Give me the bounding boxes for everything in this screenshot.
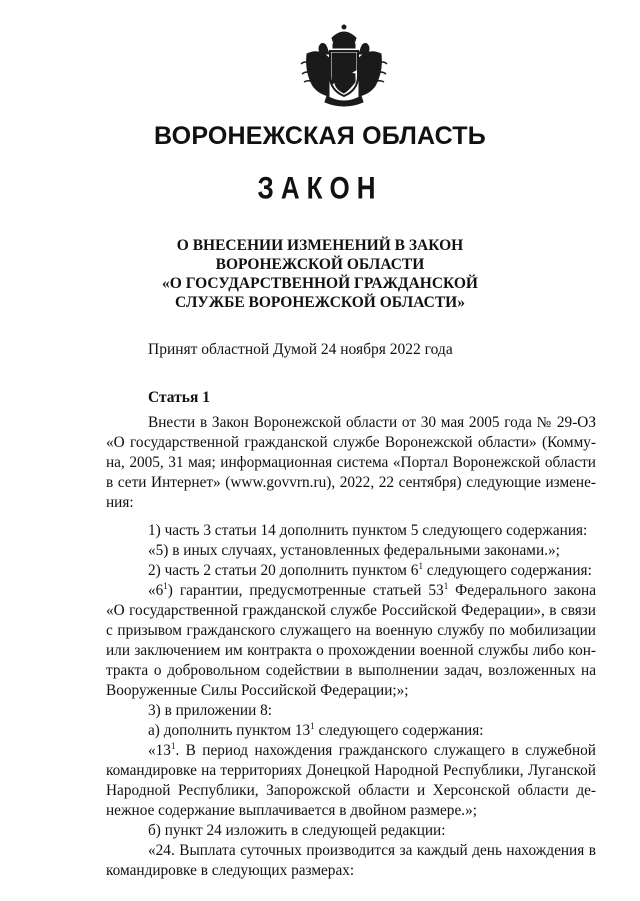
law-title bbox=[100, 236, 540, 312]
list-item: 1) часть 3 статьи 14 дополнить пунктом 5 следующего содержания: bbox=[148, 522, 588, 539]
law-title-line: ВОРОНЕЖСКОЙ ОБЛАСТИ bbox=[215, 256, 425, 273]
superscript: 1 bbox=[170, 741, 176, 751]
text-segment: следующего содержания: bbox=[314, 722, 484, 739]
coat-of-arms-icon bbox=[299, 24, 389, 110]
text-segment: . В период нахождения гражданского служащего в служебной bbox=[175, 742, 596, 759]
quoted-text: «24. Выплата суточных производится за каждый день нахождения в bbox=[148, 842, 596, 859]
paragraph-line: тракта о добровольном содействии в выполнении задач, возложенных на bbox=[106, 662, 596, 679]
article-heading: Статья 1 bbox=[148, 389, 210, 406]
text-segment: «13 bbox=[148, 742, 171, 759]
adoption-date: Принят областной Думой 24 ноября 2022 года bbox=[148, 341, 453, 358]
list-item bbox=[148, 561, 596, 581]
quoted-text bbox=[148, 741, 596, 761]
paragraph-line: нежное содержание выплачивается в двойном размере.»; bbox=[106, 802, 477, 819]
law-title-line: СЛУЖБЕ ВОРОНЕЖСКОЙ ОБЛАСТИ» bbox=[175, 294, 465, 311]
region-heading: ВОРОНЕЖСКАЯ ОБЛАСТЬ bbox=[154, 122, 486, 150]
text-segment: «6 bbox=[148, 582, 164, 599]
text-segment: 2) часть 2 статьи 20 дополнить пунктом 6 bbox=[148, 562, 419, 579]
paragraph-line: Внести в Закон Воронежской области от 30 мая 2005 года № 29-ОЗ bbox=[148, 414, 596, 431]
quoted-text bbox=[148, 581, 596, 601]
superscript: 1 bbox=[310, 721, 315, 731]
text-segment: ) гарантии, предусмотренные статьей 53 bbox=[167, 582, 444, 599]
superscript: 1 bbox=[163, 581, 168, 591]
law-title-line: «О ГОСУДАРСТВЕННОЙ ГРАЖДАНСКОЙ bbox=[162, 275, 478, 292]
document-type-heading: ЗАКОН bbox=[257, 169, 383, 206]
text-segment: а) дополнить пунктом 13 bbox=[148, 722, 311, 739]
superscript: 1 bbox=[418, 561, 423, 571]
paragraph-line: «О государственной гражданской службе Воронежской области» (Комму- bbox=[106, 434, 596, 451]
paragraph-line: на, 2005, 31 мая; информационная система «Портал Воронежской области bbox=[106, 454, 596, 471]
superscript: 1 bbox=[443, 581, 449, 591]
list-item: 3) в приложении 8: bbox=[148, 702, 272, 719]
list-item bbox=[148, 721, 596, 741]
list-item: б) пункт 24 изложить в следующей редакции: bbox=[148, 822, 446, 839]
paragraph-line: «О государственной гражданской службе Российской Федерации», в связи bbox=[106, 602, 596, 619]
paragraph-line: командировке в следующих размерах: bbox=[106, 862, 355, 879]
paragraph-line: ния: bbox=[106, 494, 134, 511]
text-segment: Федерального закона bbox=[448, 582, 596, 599]
paragraph-line: Вооруженные Силы Российской Федерации;»; bbox=[106, 682, 409, 699]
paragraph-line: или заключением им контракта о прохождении военной службы либо кон- bbox=[106, 642, 596, 659]
quoted-text: «5) в иных случаях, установленных федеральными законами.»; bbox=[148, 542, 560, 559]
paragraph-line: в сети Интернет» (www.govvrn.ru), 2022, 22 сентября) следующие измене- bbox=[106, 474, 596, 491]
text-segment: следующего содержания: bbox=[422, 562, 592, 579]
paragraph-line: Народной Республики, Запорожской области и Херсонской области де- bbox=[106, 782, 596, 799]
paragraph-line: командировке на территориях Донецкой Народной Республики, Луганской bbox=[106, 762, 596, 779]
paragraph-line: с призывом гражданского служащего на военную службу по мобилизации bbox=[106, 622, 596, 639]
law-title-line: О ВНЕСЕНИИ ИЗМЕНЕНИЙ В ЗАКОН bbox=[176, 237, 464, 254]
